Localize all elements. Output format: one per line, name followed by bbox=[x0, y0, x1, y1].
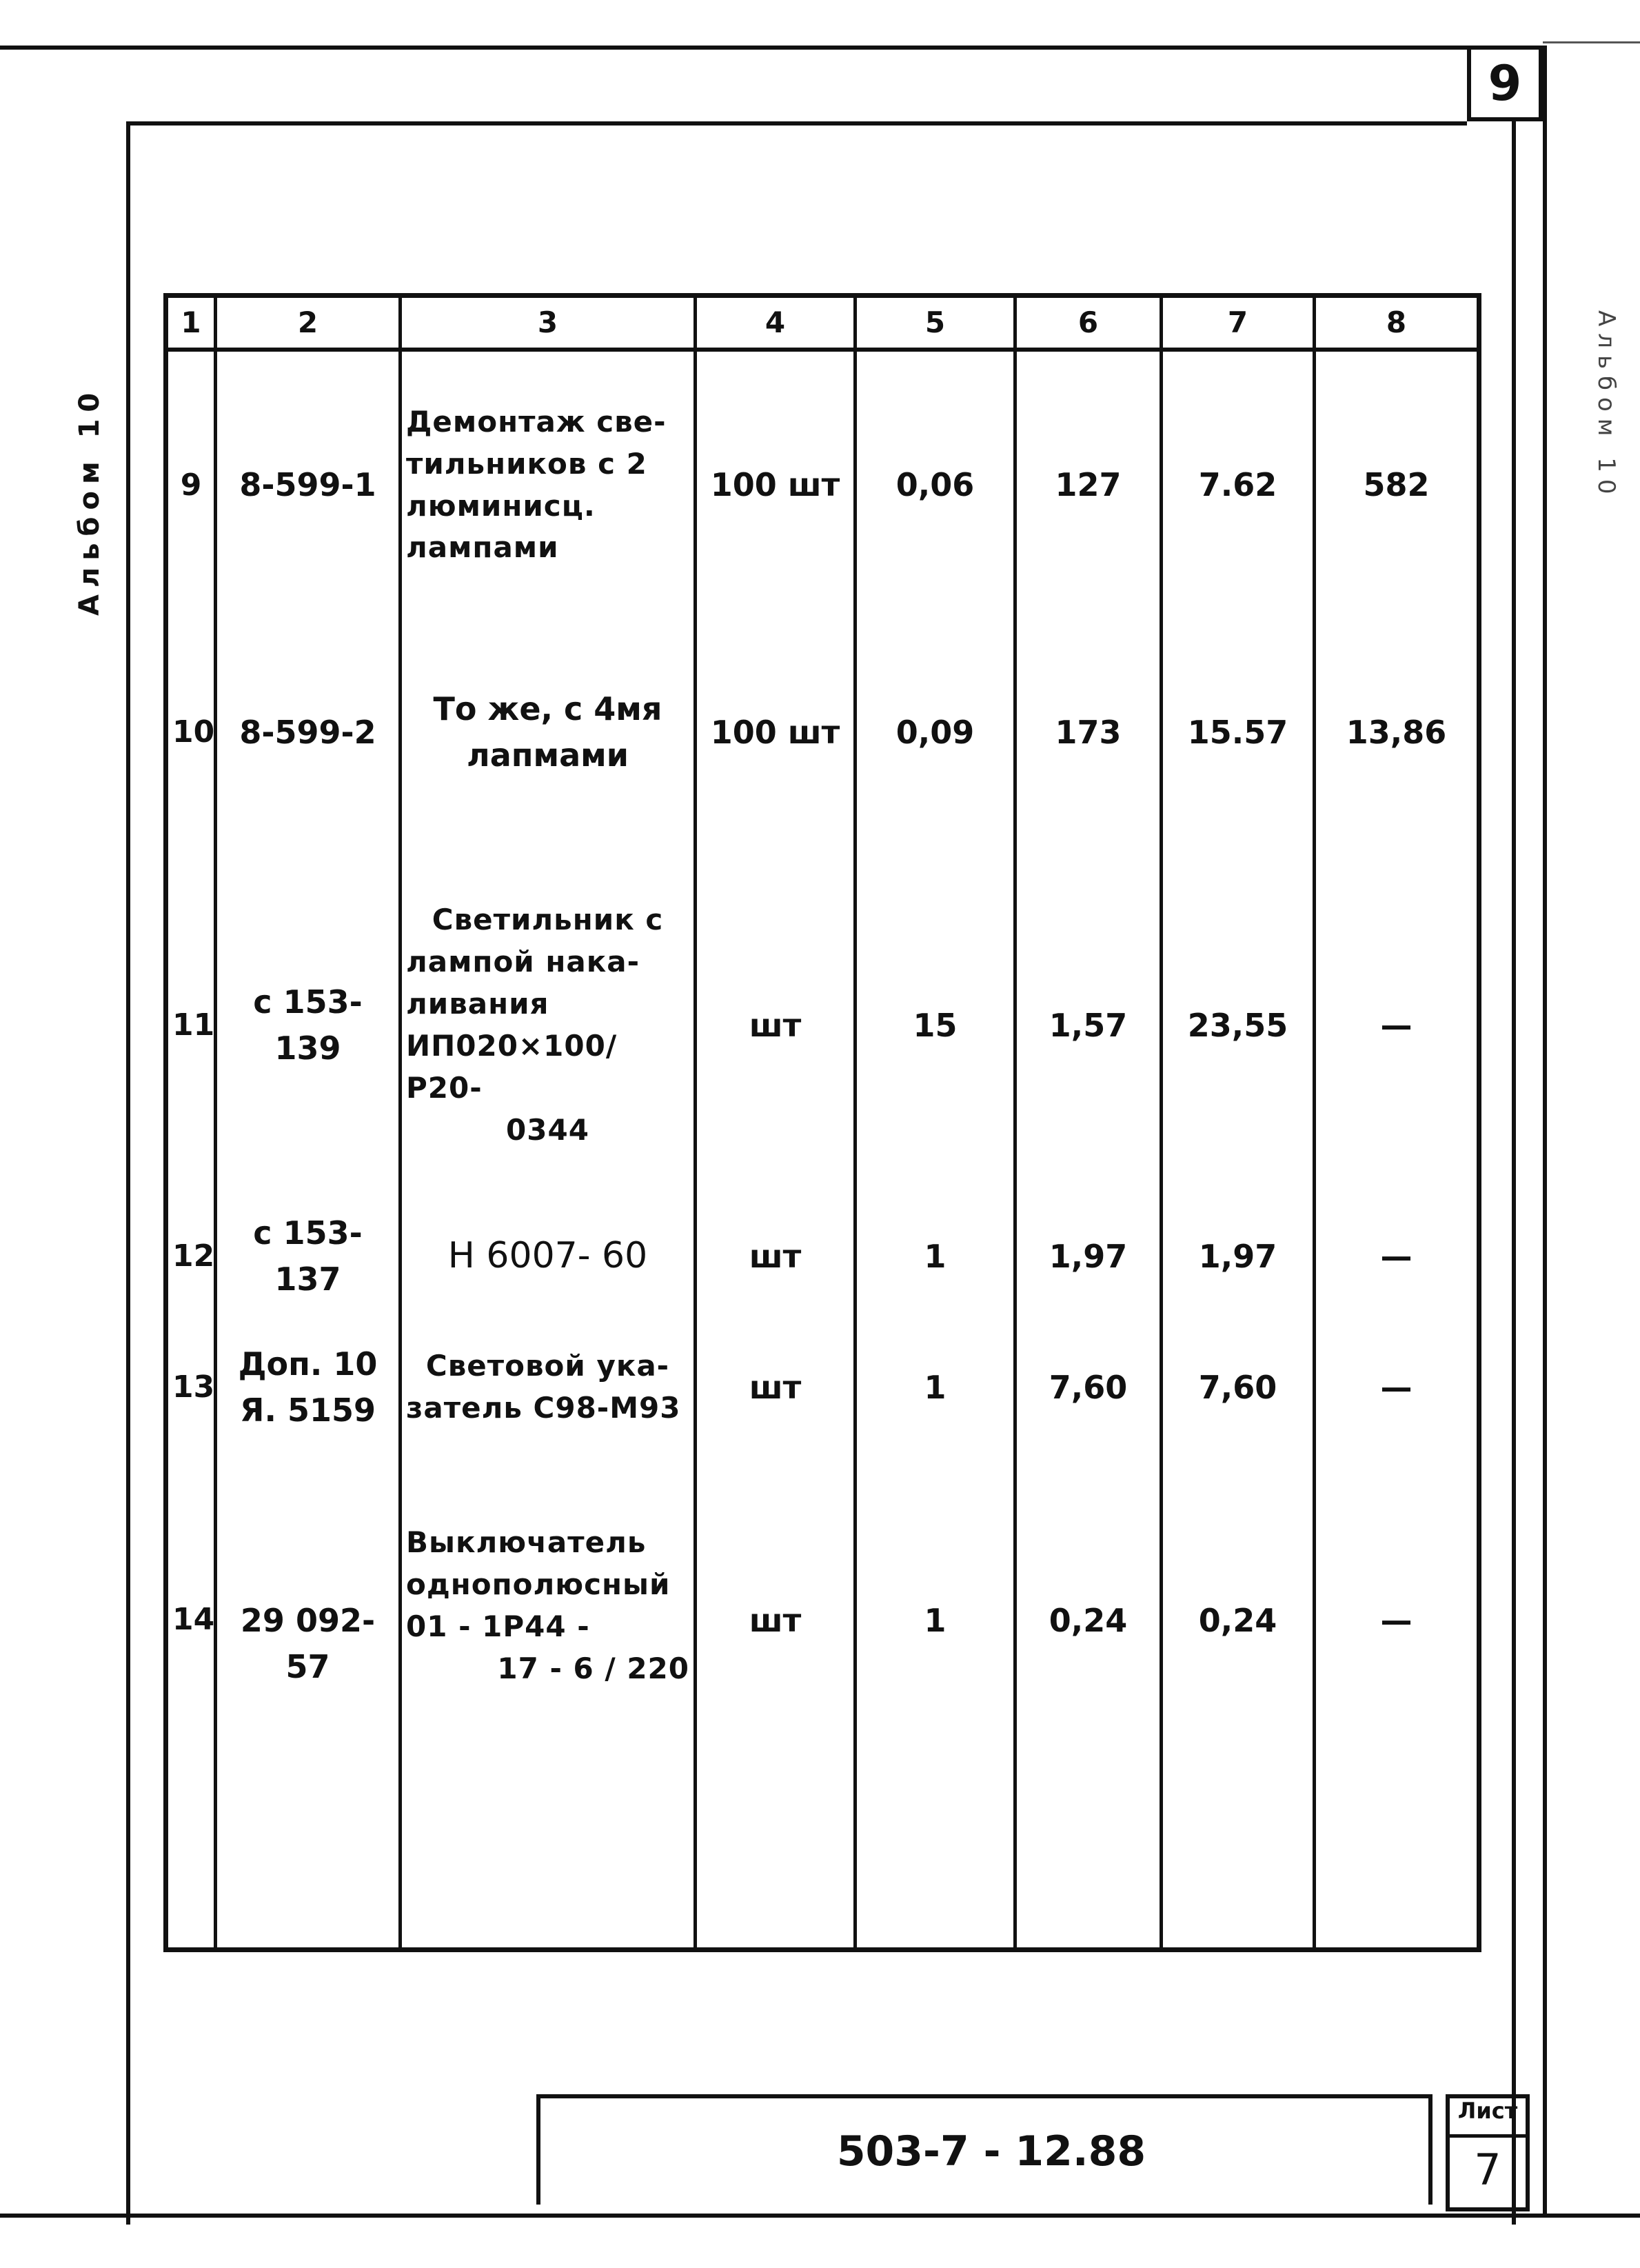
frame-top-line bbox=[0, 46, 1467, 50]
row-number: 11 bbox=[166, 846, 216, 1205]
col-header-4: 4 bbox=[696, 296, 856, 350]
row-code: 29 092-57 bbox=[216, 1467, 401, 1949]
row-code: Доп. 10 Я. 5159 bbox=[216, 1308, 401, 1467]
row-qty: 1 bbox=[856, 1205, 1015, 1308]
row-number: 12 bbox=[166, 1205, 216, 1308]
frame-top-right-line bbox=[1543, 41, 1640, 43]
row-number: 13 bbox=[166, 1308, 216, 1467]
row-price: 173 bbox=[1015, 619, 1162, 846]
row-cost: 15.57 bbox=[1162, 619, 1315, 846]
row-extra: — bbox=[1315, 1205, 1479, 1308]
row-cost: 7,60 bbox=[1162, 1308, 1315, 1467]
row-code: с 153-137 bbox=[216, 1205, 401, 1308]
row-qty: 0,06 bbox=[856, 350, 1015, 619]
row-name-line: Световой ука- bbox=[425, 1349, 670, 1383]
row-price: 1,57 bbox=[1015, 846, 1162, 1205]
row-qty: 0,09 bbox=[856, 619, 1015, 846]
col-header-2: 2 bbox=[216, 296, 401, 350]
row-name-line: лампами bbox=[406, 530, 559, 565]
row-name-line: Демонтаж све- bbox=[406, 404, 667, 439]
row-unit: шт bbox=[696, 1308, 856, 1467]
row-cost: 1,97 bbox=[1162, 1205, 1315, 1308]
row-qty: 15 bbox=[856, 846, 1015, 1205]
inner-frame-left-line bbox=[126, 121, 130, 2225]
col-header-6: 6 bbox=[1015, 296, 1162, 350]
row-unit: шт bbox=[696, 1205, 856, 1308]
row-qty: 1 bbox=[856, 1467, 1015, 1949]
row-name-line: Н 6007- 60 bbox=[447, 1235, 648, 1277]
row-unit: шт bbox=[696, 846, 856, 1205]
row-unit: 100 шт bbox=[696, 350, 856, 619]
row-name-line: затель С98-М93 bbox=[406, 1391, 681, 1425]
sheet-label: Лист bbox=[1457, 2098, 1518, 2124]
table-row bbox=[166, 1467, 1479, 1949]
row-qty: 1 bbox=[856, 1308, 1015, 1467]
col-header-3: 3 bbox=[401, 296, 696, 350]
row-name bbox=[401, 350, 696, 619]
row-price: 0,24 bbox=[1015, 1467, 1162, 1949]
row-number: 10 bbox=[166, 619, 216, 846]
col-header-1: 1 bbox=[166, 296, 216, 350]
document-code: 503-7 - 12.88 bbox=[836, 2127, 1146, 2176]
col-header-5: 5 bbox=[856, 296, 1015, 350]
row-name bbox=[401, 846, 696, 1205]
row-unit: шт bbox=[696, 1467, 856, 1949]
row-name-line: ИП020×100/Р20- bbox=[406, 1029, 618, 1105]
row-price: 127 bbox=[1015, 350, 1162, 619]
table-row bbox=[166, 1308, 1479, 1467]
row-name-line: тильников с 2 bbox=[406, 446, 647, 481]
row-extra: 13,86 bbox=[1315, 619, 1479, 846]
row-name bbox=[401, 619, 696, 846]
row-name bbox=[401, 1308, 696, 1467]
row-code: 8-599-2 bbox=[216, 619, 401, 846]
album-label-right: Альбом 10 bbox=[1592, 310, 1620, 501]
row-extra: — bbox=[1315, 846, 1479, 1205]
row-name bbox=[401, 1205, 696, 1308]
row-cost: 23,55 bbox=[1162, 846, 1315, 1205]
table-row bbox=[166, 846, 1479, 1205]
row-name-line: То же, с 4мя bbox=[433, 690, 662, 728]
table-row bbox=[166, 350, 1479, 619]
table-row bbox=[166, 619, 1479, 846]
row-price: 7,60 bbox=[1015, 1308, 1162, 1467]
inner-frame-right-line bbox=[1512, 121, 1516, 2225]
row-name-line: ливания bbox=[406, 987, 549, 1021]
row-name-line: Светильник с bbox=[432, 903, 664, 937]
album-label-left: Альбом 10 bbox=[74, 385, 105, 616]
row-name-line: однополюсный bbox=[406, 1567, 671, 1601]
row-unit: 100 шт bbox=[696, 619, 856, 846]
row-price: 1,97 bbox=[1015, 1205, 1162, 1308]
row-cost: 0,24 bbox=[1162, 1467, 1315, 1949]
row-name bbox=[401, 1467, 696, 1949]
col-header-7: 7 bbox=[1162, 296, 1315, 350]
table-row bbox=[166, 1205, 1479, 1308]
sheet-box-divider bbox=[1446, 2134, 1530, 2138]
frame-bottom-line bbox=[0, 2214, 1640, 2218]
sheet-number: 7 bbox=[1474, 2145, 1501, 2195]
row-code: 8-599-1 bbox=[216, 350, 401, 619]
row-extra: 582 bbox=[1315, 350, 1479, 619]
page-number: 9 bbox=[1467, 46, 1543, 121]
inner-frame-top-line bbox=[126, 121, 1467, 126]
row-extra: — bbox=[1315, 1308, 1479, 1467]
row-extra: — bbox=[1315, 1467, 1479, 1949]
row-name-line: Выключатель bbox=[406, 1525, 647, 1559]
row-number: 14 bbox=[166, 1467, 216, 1949]
row-name-line: люминисц. bbox=[406, 488, 596, 523]
outer-frame-right-line bbox=[1543, 46, 1547, 2218]
row-name-line: лампой нака- bbox=[406, 945, 640, 979]
table-header-row bbox=[166, 296, 1479, 350]
row-name-line: лапмами bbox=[467, 736, 629, 774]
specification-table bbox=[163, 293, 1481, 1952]
row-name-line: 0344 bbox=[506, 1112, 589, 1147]
row-name-line: 17 - 6 / 220 bbox=[497, 1651, 689, 1685]
col-header-8: 8 bbox=[1315, 296, 1479, 350]
row-cost: 7.62 bbox=[1162, 350, 1315, 619]
row-code: с 153-139 bbox=[216, 846, 401, 1205]
row-number: 9 bbox=[166, 350, 216, 619]
row-name-line: 01 - 1Р44 - bbox=[406, 1609, 590, 1643]
